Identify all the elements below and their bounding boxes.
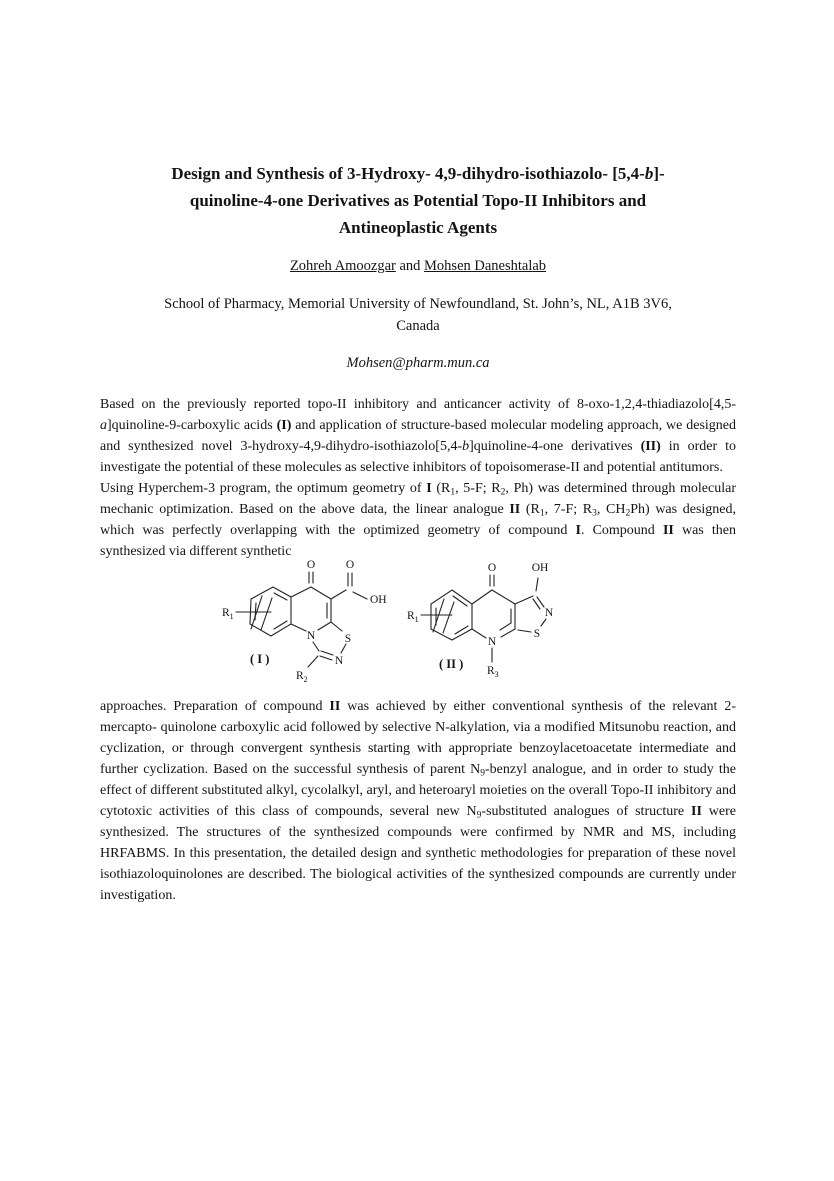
abstract-content	[100, 160, 736, 906]
structure-I-label: ( I )	[250, 652, 270, 666]
authors-line: Zohreh Amoozgar and Mohsen Daneshtalab	[289, 258, 547, 274]
abstract-paragraph-3: approaches. Preparation of compound II was achieved by either conventional synthesis of the relevant 2-mercapto- quinolone carboxylic acid followed by selective N-alkylation, via a modified Mitsunobu reaction, and cyclization, or through convergent synthesis starting with appropriate benzoylacetoacetate intermediate and further cyclization. Based on the successful synthesis of parent $N_9$-benzyl analogue, and in order to study the effect of different substituted alkyl, cycolalkyl, aryl, and heteroaryl moieties on the overall Topo-II inhibitory and cytotoxic activities of this class of compounds, several new $N_9$-substituted analogues of structure II were synthesized. The structures of the synthesized compounds were confirmed by NMR and MS, including HRFABMS. In this presentation, the detailed design and synthetic methodologies for preparation of these novel isothiazoloquinolones are described. The biological activities of the synthesized compounds are currently under investigation.	[100, 699, 737, 903]
thiazole-nitrogen-label: N	[544, 607, 554, 619]
ring-nitrogen-label: N	[306, 630, 316, 642]
r1-substituent-label: $R_1$	[407, 610, 419, 624]
ketone-oxygen-label: O	[487, 562, 497, 574]
sulfur-label: S	[533, 628, 541, 640]
chemical-structures-figure	[220, 552, 736, 694]
title-line-2: quinoline-4-one Derivatives as Potential Topo-II Inhibitors and	[189, 191, 647, 210]
title-line-3: Antineoplastic Agents	[338, 218, 498, 237]
hydroxyl-label: OH	[531, 562, 549, 574]
acid-hydroxyl-label: OH	[370, 594, 387, 606]
abstract-paragraph-2: Using Hyperchem-3 program, the optimum geometry of I ($R_1$, 5-F; $R_2$, Ph) was determined through molecular mechanic optimization. Based on the above data, the linear analogue II ($R_1$, 7-F; $R_3$, $CH_2Ph$) was designed, which was perfectly overlapping with the optimized geometry of compound I. Compound II was then synthesized via different synthetic	[100, 481, 736, 559]
abstract-paragraph-1: Based on the previously reported topo-II inhibitory and anticancer activity of 8-oxo-1,2,4-thiadiazolo[4,5-a]quinoline-9-carboxylic acids (I) and application of structure-based molecular modeling approach, we designed and synthesized novel 3-hydroxy-4,9-dihydro-isothiazolo[5,4-b]quinoline-4-one derivatives (II) in order to investigate the potential of these molecules as selective inhibitors of topoisomerase-II and potential antitumors.	[100, 397, 737, 475]
r2-substituent-label: $R_2$	[296, 670, 308, 684]
ring-nitrogen-label: N	[487, 636, 497, 648]
structure-I-diagram	[220, 552, 395, 694]
r3-substituent-label: $R_3$	[487, 665, 499, 679]
affiliation-line-1: School of Pharmacy, Memorial University of Newfoundland, St. John’s, NL, A1B 3V6,	[164, 296, 672, 312]
paper-title	[100, 160, 736, 241]
structure-II-diagram	[407, 552, 582, 694]
contact-email: Mohsen@pharm.mun.ca	[346, 355, 490, 371]
thiazole-nitrogen-label: N	[334, 655, 344, 667]
title-line-1: Design and Synthesis of 3-Hydroxy- 4,9-dihydro-isothiazolo- [5,4-b]-	[171, 164, 665, 183]
sulfur-label: S	[344, 633, 352, 645]
acid-oxygen-label: O	[345, 559, 355, 571]
ketone-oxygen-label: O	[306, 559, 316, 571]
affiliation-line-2: Canada	[396, 318, 440, 334]
affiliation-block	[100, 293, 736, 337]
structure-II-label: ( II )	[439, 657, 464, 671]
r1-substituent-label: $R_1$	[222, 607, 234, 621]
